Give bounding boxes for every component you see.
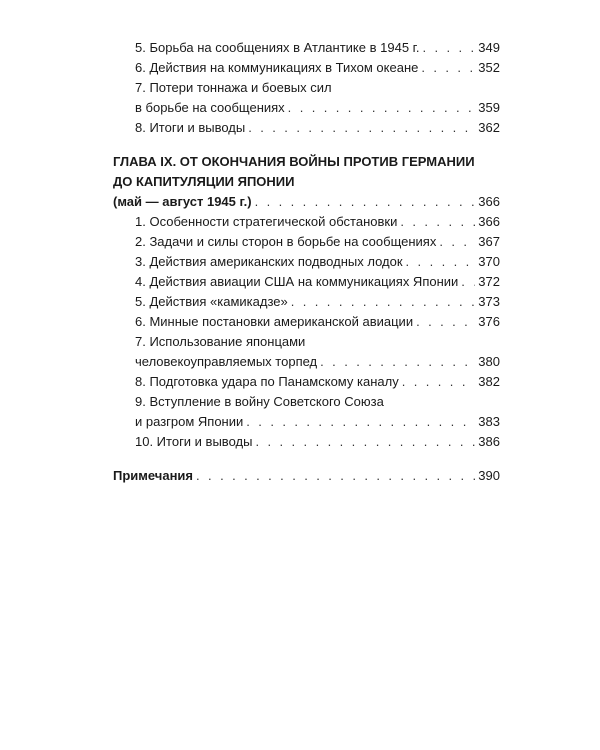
toc-entry-title-line: 9. Вступление в войну Советского Союза: [135, 394, 384, 409]
dot-leader: [422, 38, 475, 58]
dot-leader: [291, 292, 476, 312]
dot-leader: [320, 352, 475, 372]
dot-leader: [402, 372, 476, 392]
toc-entry[interactable]: [113, 38, 500, 58]
toc-entry[interactable]: [113, 252, 500, 272]
toc-page-number: 386: [478, 434, 500, 449]
dot-leader: [246, 412, 475, 432]
toc-page-number: 352: [478, 60, 500, 75]
toc-entry-title-line: 7. Потери тоннажа и боевых сил: [135, 80, 332, 95]
toc-entry[interactable]: [113, 372, 500, 392]
toc-page-number: 372: [478, 274, 500, 289]
toc-page-number: 349: [478, 40, 500, 55]
toc-entry-title: 6. Действия на коммуникациях в Тихом океане: [135, 60, 419, 75]
toc-entry-title: и разгром Японии: [135, 414, 244, 429]
toc-page-number: 366: [478, 194, 500, 209]
toc-page-number: 373: [478, 294, 500, 309]
dot-leader: [400, 212, 475, 232]
dot-leader: [461, 272, 475, 292]
toc-page-number: 362: [478, 120, 500, 135]
toc-page-number: 382: [478, 374, 500, 389]
toc-entry-title: 5. Действия «камикадзе»: [135, 294, 288, 309]
dot-leader: [406, 252, 476, 272]
toc-page-number: 366: [478, 214, 500, 229]
dot-leader: [196, 466, 475, 486]
toc-entry[interactable]: [113, 432, 500, 452]
notes-title: Примечания: [113, 468, 194, 483]
toc-entry[interactable]: [113, 412, 500, 432]
toc-entry[interactable]: [113, 118, 500, 138]
dot-leader: [248, 118, 475, 138]
toc-entry-title-line: 7. Использование японцами: [135, 334, 306, 349]
dot-leader: [255, 192, 476, 212]
toc-page-number: 380: [478, 354, 500, 369]
chapter-heading-line: ГЛАВА IX. ОТ ОКОНЧАНИЯ ВОЙНЫ ПРОТИВ ГЕРМАНИИ: [113, 154, 475, 169]
toc-entry[interactable]: [113, 352, 500, 372]
toc-entry-title: 1. Особенности стратегической обстановки: [135, 214, 398, 229]
toc-entry-title: 6. Минные постановки американской авиации: [135, 314, 414, 329]
toc-entry[interactable]: [113, 98, 500, 118]
toc-entry[interactable]: [113, 312, 500, 332]
dot-leader: [421, 58, 475, 78]
chapter-heading-dates: (май — август 1945 г.): [113, 194, 252, 209]
dot-leader: [255, 432, 475, 452]
toc-page-number: 376: [478, 314, 500, 329]
toc-entry-title: 4. Действия авиации США на коммуникациях Японии: [135, 274, 459, 289]
toc-entry[interactable]: [113, 232, 500, 252]
chapter-heading-line: ДО КАПИТУЛЯЦИИ ЯПОНИИ: [113, 174, 295, 189]
toc-entry[interactable]: [113, 58, 500, 78]
toc-entry-title: человекоуправляемых торпед: [135, 354, 318, 369]
toc-page-number: 383: [478, 414, 500, 429]
toc-entry[interactable]: [113, 272, 500, 292]
toc-page-number: 390: [478, 468, 500, 483]
table-of-contents: [113, 38, 500, 486]
toc-entry-title: 2. Задачи и силы сторон в борьбе на сообщениях: [135, 234, 437, 249]
dot-leader: [439, 232, 475, 252]
dot-leader: [416, 312, 475, 332]
toc-entry-title: 8. Подготовка удара по Панамскому каналу: [135, 374, 399, 389]
toc-entry-title: 3. Действия американских подводных лодок: [135, 254, 403, 269]
toc-page-number: 370: [478, 254, 500, 269]
chapter-heading-entry[interactable]: [113, 192, 500, 212]
toc-page-number: 367: [478, 234, 500, 249]
toc-entry-title: 5. Борьба на сообщениях в Атлантике в 1945 г.: [135, 40, 420, 55]
notes-entry[interactable]: [113, 466, 500, 486]
toc-entry[interactable]: [113, 292, 500, 312]
toc-entry[interactable]: [113, 212, 500, 232]
toc-page-number: 359: [478, 100, 500, 115]
dot-leader: [288, 98, 476, 118]
toc-entry-title: 8. Итоги и выводы: [135, 120, 246, 135]
toc-entry-title: в борьбе на сообщениях: [135, 100, 285, 115]
toc-entry-title: 10. Итоги и выводы: [135, 434, 253, 449]
